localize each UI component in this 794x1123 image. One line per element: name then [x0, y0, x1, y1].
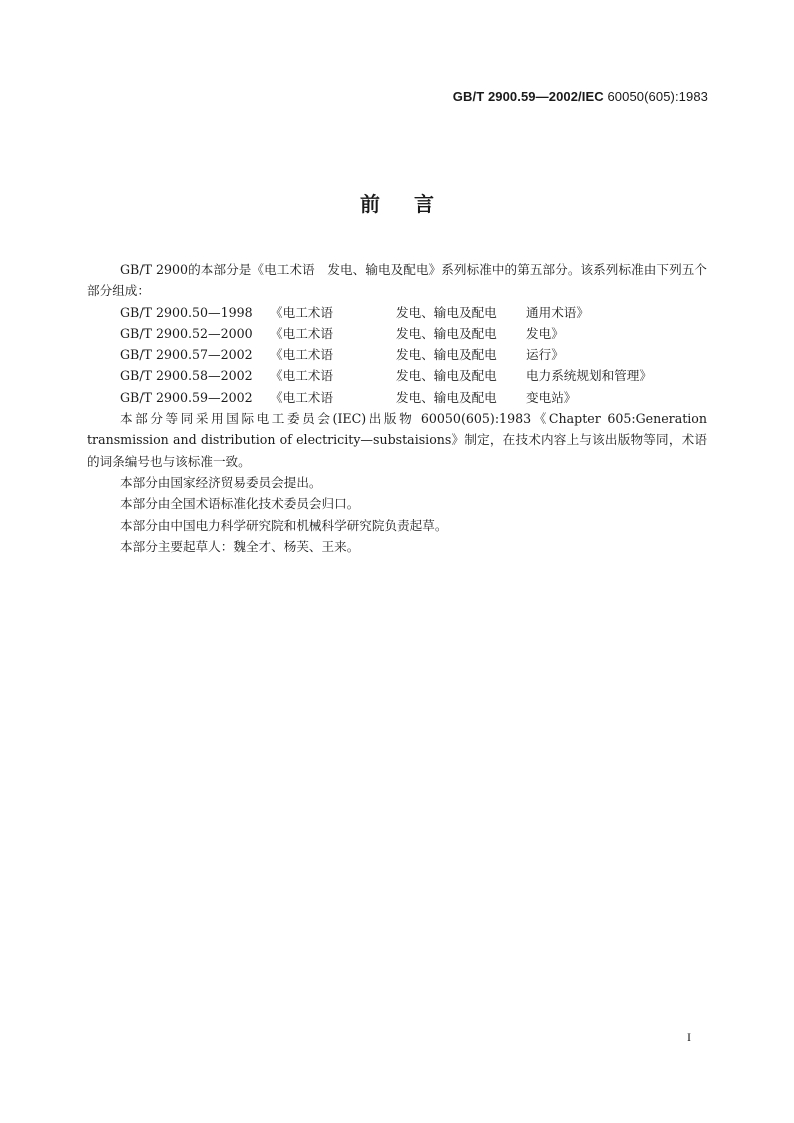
intro-paragraph: GB/T 2900的本部分是《电工术语 发电、输电及配电》系列标准中的第五部分。该系列标准由下列五个部分组成： — [87, 262, 707, 299]
part-title-c: 变电站》 — [526, 389, 577, 405]
adoption-paragraph: 本部分等同采用国际电工委员会(IEC)出版物 60050(605):1983《Chapter 605:Generation transmission and distribution of electricity—substaisions》制定，在技术内容上与该出版物等同，术语的词条编号也与该标准一致。 — [87, 411, 707, 469]
page-title: 前言 — [360, 192, 468, 216]
part-number: GB/T 2900.50—1998 — [120, 304, 253, 320]
part-number: GB/T 2900.59—2002 — [120, 389, 253, 405]
part-title-c: 发电》 — [526, 325, 564, 341]
part-title-b: 发电、输电及配电 — [396, 304, 497, 320]
part-number: GB/T 2900.58—2002 — [120, 368, 253, 384]
part-title-a: 《电工术语 — [270, 325, 333, 341]
part-title-b: 发电、输电及配电 — [396, 325, 497, 341]
drafted-by-paragraph: 本部分由中国电力科学研究院和机械科学研究院负责起草。 — [120, 517, 448, 533]
page-number: I — [687, 1030, 691, 1044]
drafters-paragraph: 本部分主要起草人：魏全才、杨芙、王来。 — [120, 538, 360, 554]
standard-header — [453, 89, 708, 104]
part-title-a: 《电工术语 — [270, 368, 333, 384]
part-title-a: 《电工术语 — [270, 304, 333, 320]
part-title-a: 《电工术语 — [270, 347, 333, 363]
part-list-item — [87, 302, 707, 323]
part-list-item — [87, 323, 707, 344]
part-title-b: 发电、输电及配电 — [396, 368, 497, 384]
part-number: GB/T 2900.57—2002 — [120, 347, 253, 363]
part-list-item — [87, 387, 707, 408]
part-title-b: 发电、输电及配电 — [396, 347, 497, 363]
part-number: GB/T 2900.52—2000 — [120, 325, 253, 341]
standard-reference: 60050(605):1983 — [603, 89, 708, 104]
standard-code: GB/T 2900.59—2002/IEC — [452, 89, 604, 104]
part-title-c: 运行》 — [526, 347, 564, 363]
part-list-item — [87, 365, 707, 386]
part-list-item — [87, 344, 707, 365]
part-title-a: 《电工术语 — [270, 389, 333, 405]
part-title-c: 通用术语》 — [526, 304, 589, 320]
proposed-by-paragraph: 本部分由国家经济贸易委员会提出。 — [120, 474, 322, 490]
centralized-by-paragraph: 本部分由全国术语标准化技术委员会归口。 — [120, 496, 360, 512]
foreword-body — [87, 259, 707, 557]
part-title-c: 电力系统规划和管理》 — [526, 368, 652, 384]
part-title-b: 发电、输电及配电 — [396, 389, 497, 405]
